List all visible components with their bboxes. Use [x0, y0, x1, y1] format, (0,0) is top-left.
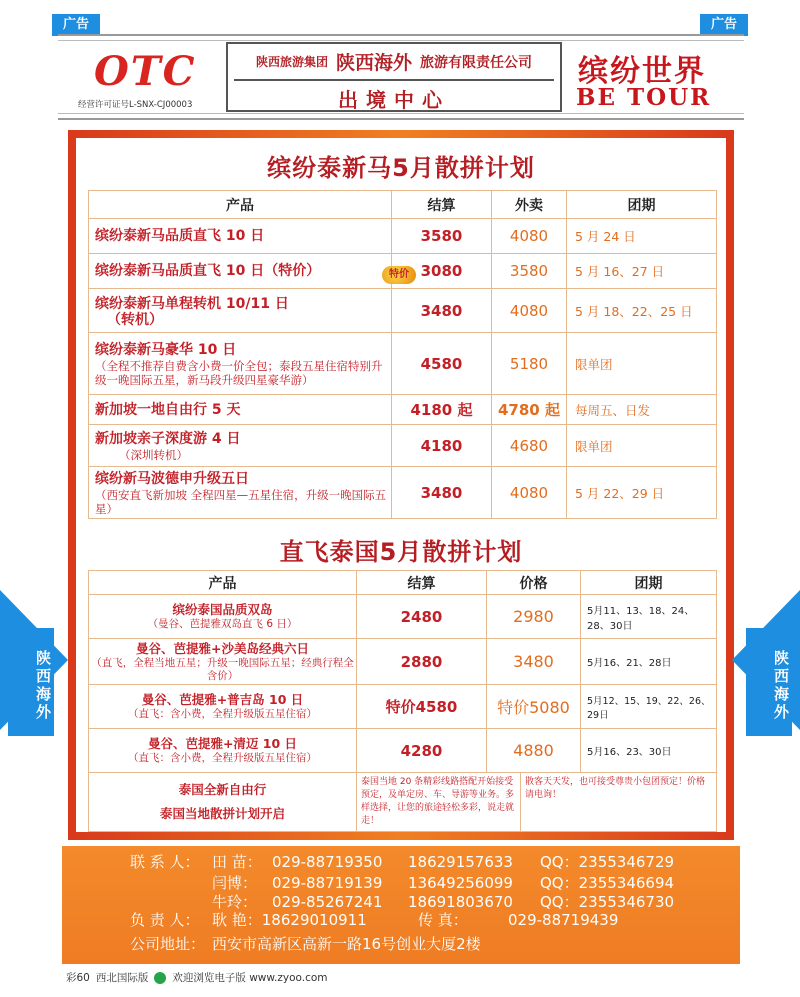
retail-price: 4080: [492, 467, 567, 519]
table2-header-product: 产品: [89, 571, 357, 595]
tour-dates: 限单团: [567, 333, 717, 395]
page-number: 彩60: [66, 972, 90, 984]
table-row: [89, 333, 717, 395]
product-name: 泰国全新自由行: [178, 782, 267, 797]
sale-price: 2980: [487, 595, 581, 639]
special-price-badge: 特价: [382, 266, 416, 284]
contact-tel: 029-88719350: [272, 853, 383, 871]
product-note: （转机）: [107, 311, 163, 328]
contact-mobile: 13649256099: [408, 874, 513, 892]
sale-price: 3480: [487, 639, 581, 685]
product-name: 新加坡一地自由行 5 天: [89, 395, 392, 425]
license-number: 经营许可证号L-SNX-CJ00003: [78, 100, 193, 110]
settle-price: 4280: [357, 729, 487, 773]
settle-price: 3480: [392, 467, 492, 519]
tour-dates: 每周五、日发: [567, 395, 717, 425]
product-name: 缤纷泰国品质双岛: [172, 602, 273, 617]
header-banner: [58, 34, 744, 120]
table1: [88, 190, 717, 519]
manager-label: 负 责 人：: [130, 911, 200, 929]
schedule-frame: [68, 130, 734, 840]
table2: [88, 570, 717, 832]
product-name: 缤纷泰新马单程转机 10/11 日: [95, 295, 289, 312]
settle-price: 4580: [392, 333, 492, 395]
settle-price: 3580: [392, 219, 492, 254]
retail-price: 3580: [492, 254, 567, 289]
free-travel-note: 泰国当地 20 条精彩线路搭配开始接受预定，及单定房、车、导游等业务。多样选择，让您的旅途轻松多彩，说走就走！: [357, 773, 521, 832]
sale-price: 4880: [487, 729, 581, 773]
product-name: 曼谷、芭提雅+清迈 10 日: [147, 736, 298, 751]
company-box: [226, 42, 562, 112]
retail-price: 4080: [492, 219, 567, 254]
table-row: [89, 595, 717, 639]
table2-header-settle: 结算: [357, 571, 487, 595]
sale-price: 特价5080: [487, 685, 581, 729]
product-name: 泰国当地散拼计划开启: [159, 806, 285, 821]
retail-price: 4780 起: [492, 395, 567, 425]
fax-number: 029-88719439: [508, 911, 619, 929]
edition-name: 西北国际版: [95, 972, 149, 984]
table-row: [89, 219, 717, 254]
product-name: 新加坡亲子深度游 4 日: [95, 430, 241, 447]
settle-price: 3080: [420, 262, 463, 280]
company-main: 陕西海外: [336, 52, 413, 74]
product-name: 缤纷新马波德申升级五日: [95, 470, 249, 487]
settle-price: 3480: [392, 289, 492, 333]
group-booking-note: 散客天天发，也可接受尊贵小包团预定！价格请电询！: [521, 773, 717, 832]
table-row: [89, 773, 717, 832]
product-note: （直飞：含小费，全程升级版五星住宿）: [128, 752, 317, 764]
tour-dates: 5 月 22、29 日: [567, 467, 717, 519]
settle-price: 2880: [357, 639, 487, 685]
contact-mobile: 18629157633: [408, 853, 513, 871]
product-name: 缤纷泰新马品质直飞 10 日（特价）: [89, 254, 392, 289]
table-row: [89, 289, 717, 333]
retail-price: 5180: [492, 333, 567, 395]
product-name: 曼谷、芭提雅+普吉岛 10 日: [141, 692, 304, 707]
contact-name: 田 苗：: [212, 853, 262, 871]
brand-cn: 缤纷世界: [578, 54, 706, 89]
contact-tel: 029-85267241: [272, 893, 383, 911]
ad-label-left: 广告: [52, 14, 100, 36]
product-name: 曼谷、芭提雅+沙美岛经典六日: [136, 640, 309, 656]
company-address: 西安市高新区高新一路16号创业大厦2楼: [212, 935, 481, 953]
product-name: 缤纷泰新马豪华 10 日: [95, 341, 237, 358]
table1-header-settle: 结算: [392, 191, 492, 219]
tour-dates: 5月11、13、18、24、28、30日: [581, 595, 717, 639]
contact-panel: [62, 846, 740, 964]
contact-qq: QQ：2355346694: [540, 874, 675, 892]
product-note: （西安直飞新加坡 全程四星—五星住宿，升级一晚国际五星）: [95, 487, 387, 516]
fax-label: 传 真：: [418, 911, 468, 929]
table-row: [89, 467, 717, 519]
side-label-right: 陕西海外: [746, 628, 792, 736]
retail-price: 4680: [492, 425, 567, 467]
product-name: 缤纷泰新马品质直飞 10 日: [89, 219, 392, 254]
tour-dates: 5月16、23、30日: [581, 729, 717, 773]
table-row: [89, 395, 717, 425]
product-note: （曼谷、芭提雅双岛直飞 6 日）: [147, 618, 298, 630]
settle-price: 特价4580: [357, 685, 487, 729]
otc-logo: OTC: [94, 48, 197, 95]
table1-title: 缤纷泰新马5月散拼计划: [267, 154, 535, 182]
contact-qq: QQ：2355346729: [540, 853, 675, 871]
contact-tel: 029-88719139: [272, 874, 383, 892]
tour-dates: 5 月 24 日: [567, 219, 717, 254]
table-row: [89, 425, 717, 467]
table-row: [89, 254, 717, 289]
settle-price: 2480: [357, 595, 487, 639]
group-name: 陕西旅游集团: [255, 55, 328, 69]
table1-header-retail: 外卖: [492, 191, 567, 219]
product-note: （全程不推荐自费含小费一价全包；泰段五星住宿特别升级一晚国际五星，新马段升级四星豪华游）: [95, 358, 383, 387]
contact-name: 闫博：: [212, 874, 258, 892]
settle-price: 4180 起: [392, 395, 492, 425]
table1-header-dates: 团期: [567, 191, 717, 219]
contact-name: 牛玲：: [212, 893, 258, 911]
settle-price: 4180: [392, 425, 492, 467]
contact-mobile: 18691803670: [408, 893, 513, 911]
globe-icon: [154, 972, 166, 984]
tour-dates: 5 月 18、22、25 日: [567, 289, 717, 333]
address-label: 公司地址：: [130, 935, 206, 953]
contact-label: 联 系 人：: [130, 853, 200, 871]
tour-dates: 5月12、15、19、22、26、29日: [581, 685, 717, 729]
table2-title: 直飞泰国5月散拼计划: [279, 538, 523, 566]
side-label-left: 陕西海外: [8, 628, 54, 736]
product-note: （直飞，全程当地五星；升级一晚国际五星；经典行程全含价）: [91, 656, 354, 682]
department-name: 出境中心: [338, 88, 450, 112]
table-row: [89, 729, 717, 773]
contact-qq: QQ：2355346730: [540, 893, 675, 911]
table2-header-dates: 团期: [581, 571, 717, 595]
retail-price: 4080: [492, 289, 567, 333]
footer-link[interactable]: 欢迎浏览电子版 www.zyoo.com: [172, 972, 328, 984]
product-note: （直飞：含小费，全程升级版五星住宿）: [128, 708, 317, 720]
company-rest: 旅游有限责任公司: [420, 54, 533, 71]
product-note: （深圳转机）: [119, 447, 188, 462]
page-footer: [66, 970, 328, 985]
brand-en: BE TOUR: [576, 84, 712, 111]
table2-header-price: 价格: [487, 571, 581, 595]
table1-header-product: 产品: [89, 191, 392, 219]
tour-dates: 5 月 16、27 日: [567, 254, 717, 289]
tour-dates: 5月16、21、28日: [581, 639, 717, 685]
ad-label-right: 广告: [700, 14, 748, 36]
tour-dates: 限单团: [567, 425, 717, 467]
table-row: [89, 685, 717, 729]
manager-contact: 耿 艳：18629010911: [212, 911, 367, 929]
table-row: [89, 639, 717, 685]
